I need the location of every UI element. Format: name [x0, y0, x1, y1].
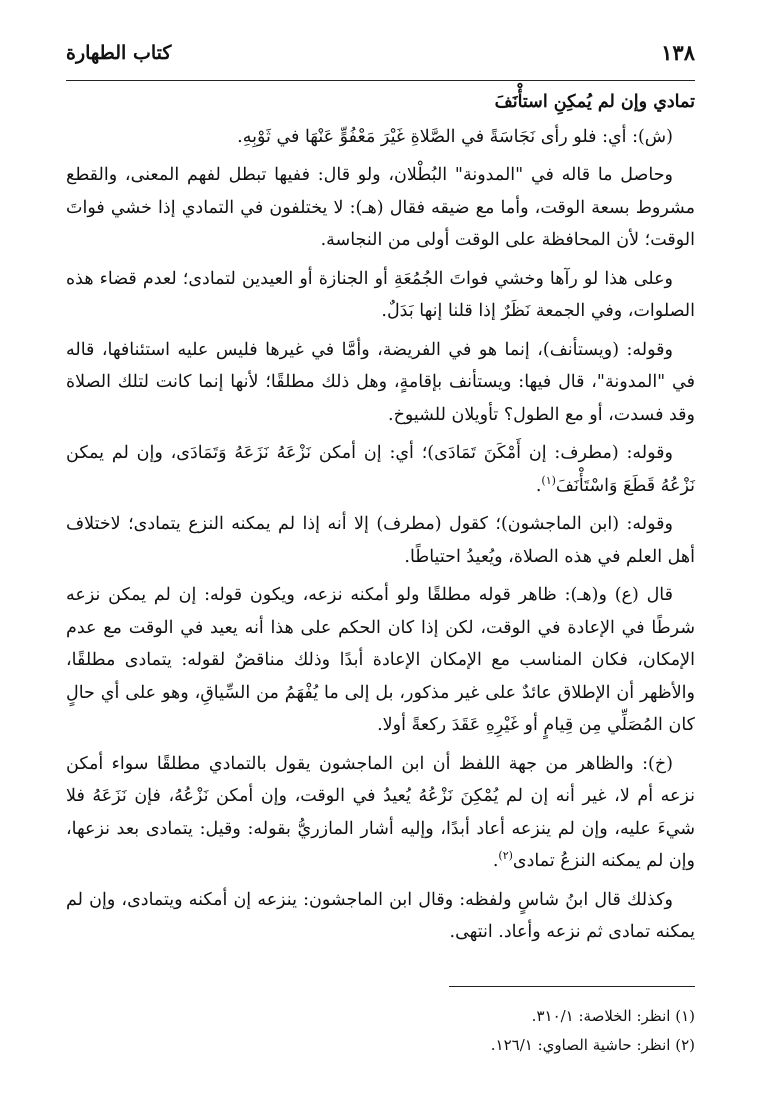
- footnote-ref-2[interactable]: (٢): [498, 849, 513, 863]
- paragraph-mutarrif-text: وقوله: (مطرف: إن أَمْكَنَ تَمَادَى)؛ أي: إن أمكن نَزْعَهُ نَزَعَهُ وَتَمَادَى، وإن لم يمكن نَزْعُهُ قَطَعَ وَاسْتَأْنَفَ: [66, 443, 695, 496]
- footnotes: [66, 1002, 695, 1060]
- matn-heading: تمادي وإن لم يُمكِنِ استأْنَفَ: [494, 92, 695, 112]
- paragraph-kha-end: .: [492, 851, 499, 871]
- footnote-2: (٢) انظر: حاشية الصاوي: ١٢٦/١.: [490, 1036, 695, 1054]
- paragraph-ayn-ha: قال (ع) و(هـ): ظاهر قوله مطلقًا ولو أمكنه نزعه، ويكون قوله: إن لم يمكن نزعه شرطًا في الإعادة في الوقت، لكن إذا كان الحكم على هذا أنه يعيد في الوقت مع عدم الإمكان، فكان المناسب مع الإمكان الإعادة أبدًا وذلك مناقضٌ لقوله: يتمادى مطلقًا، والأظهر أن الإطلاق عائدٌ على غير مذكور، بل إلى ما يُفْهَمُ من السِّياقِ، وهو على أي حالٍ كان المُصَلِّي مِن قِيامٍ أو غَيْرِهِ عَقَدَ ركعةً أولا.: [66, 585, 695, 735]
- paragraph-mutarrif-end: .: [535, 475, 542, 496]
- page-number: ١٣٨: [661, 40, 695, 65]
- page-header: [66, 38, 695, 76]
- book-title: كتاب الطهارة: [66, 42, 172, 64]
- main-text: [66, 86, 695, 955]
- paragraph-ibn-shas: وكذلك قال ابنُ شاسٍ ولفظه: وقال ابن الماجشون: ينزعه إن أمكنه ويتمادى، وإن لم يمكنه تمادى ثم نزعه وأعاد. انتهى.: [66, 889, 695, 942]
- paragraph-ibn-majishun: وقوله: (ابن الماجشون)؛ كقول (مطرف) إلا أنه إذا لم يمكنه النزع يتمادى؛ لاختلاف أهل العلم في هذه الصلاة، ويُعيدُ احتياطًا.: [66, 514, 695, 567]
- footnote-divider: [449, 986, 695, 987]
- paragraph-jumuah: وعلى هذا لو رآها وخشي فواتَ الجُمُعَةِ أو الجنازة أو العيدين لتمادى؛ لعدم قضاء هذه الصلوات، وفي الجمعة نَظَرٌ إذا قلنا إنها بَدَلٌ.: [66, 268, 695, 321]
- paragraph-mutarrif: [66, 437, 695, 502]
- footnote-ref-1[interactable]: (١): [541, 473, 556, 487]
- footnote-1: (١) انظر: الخلاصة: ٣١٠/١.: [531, 1007, 695, 1025]
- paragraph-mudawwana: وحاصل ما قاله في "المدونة" البُطْلان، ولو قال: ففيها تبطل لفهم المعنى، والقطع مشروط بسعة الوقت، وأما مع ضيقه فقال (هـ): لا يختلفون في التمادي إذا خشي فواتَ الوقت؛ لأن المحافظة على الوقت أولى من النجاسة.: [66, 165, 695, 250]
- paragraph-kha: [66, 748, 695, 878]
- header-divider: [66, 80, 695, 81]
- paragraph-sharh-intro: (ش): أي: فلو رأى نَجَاسَةً في الصَّلاةِ غَيْرَ مَعْفُوٍّ عَنْهَا في ثَوْبِهِ.: [237, 126, 673, 147]
- paragraph-kha-text: (خ): والظاهر من جهة اللفظ أن ابن الماجشون يقول بالتمادي مطلقًا سواء أمكن نزعه أم لا، غير أنه إن لم يُمْكِنَ نَزْعُهُ يُعيدُ في الوقت، وإن أمكن نَزْعُهُ، فإن نَزَعَهُ فلا شيءَ عليه، وإن لم ينزعه أعاد أبدًا، وإليه أشار المازريُّ بقوله: وقيل: يتمادى بعد نزعها، وإن لم يمكنه النزعُ تمادى: [66, 753, 695, 871]
- paragraph-yasta-nif: وقوله: (ويستأنف)، إنما هو في الفريضة، وأمَّا في غيرها فليس عليه استئنافها، قاله في "المدونة"، قال فيها: ويستأنف بإقامةٍ، وهل ذلك مطلقًا؛ لأنها إنما كانت لتلك الصلاة وقد فسدت، أو مع الطول؟ تأويلان للشيوخ.: [66, 339, 695, 425]
